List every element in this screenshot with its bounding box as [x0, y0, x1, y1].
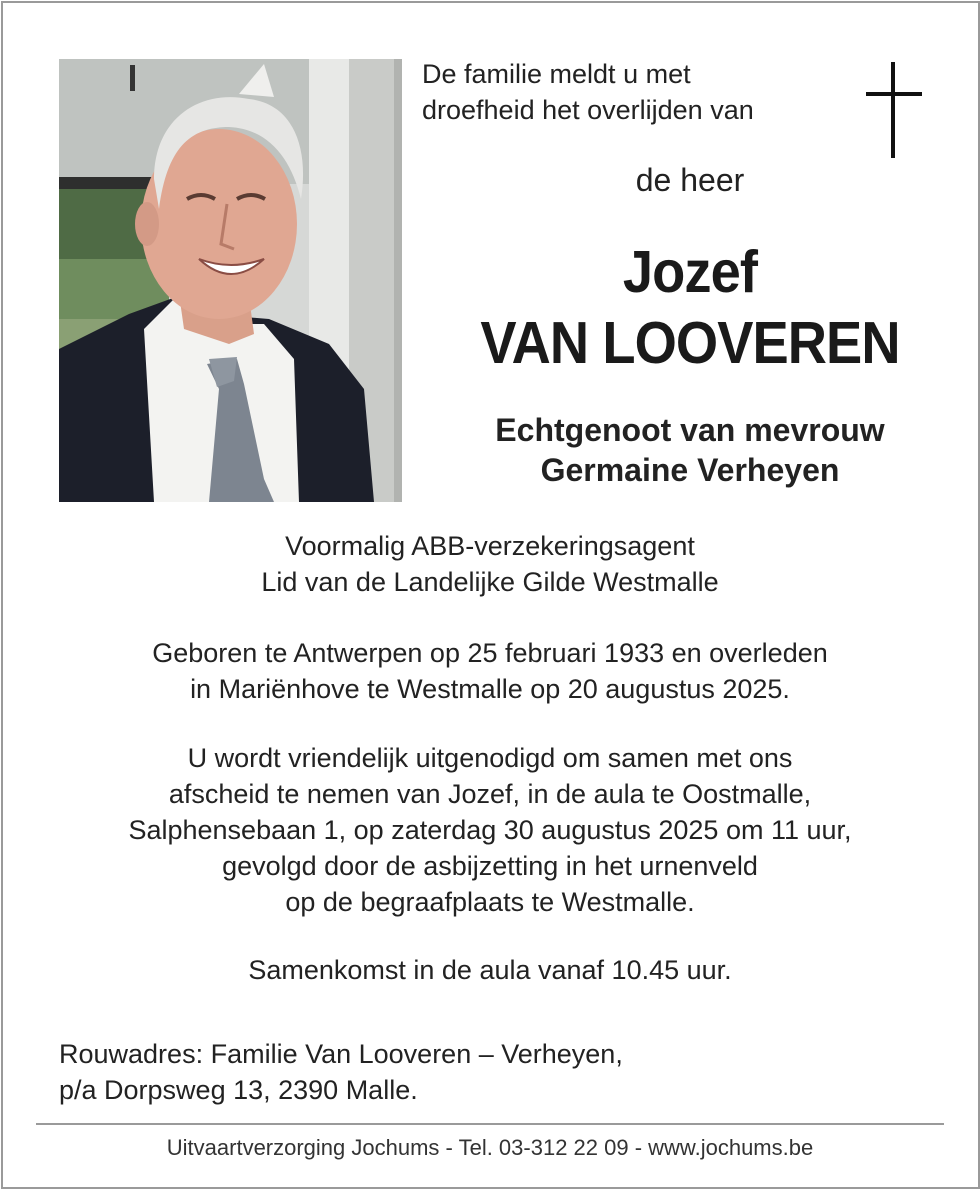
spouse-info: [440, 410, 940, 490]
spouse-line-1: Echtgenoot van mevrouw: [495, 412, 885, 448]
roles-line-1: Voormalig ABB-verzekeringsagent: [285, 531, 695, 561]
address-line-1: Rouwadres: Familie Van Looveren – Verheyen,: [59, 1039, 623, 1069]
ceremony-line-5: op de begraafplaats te Westmalle.: [285, 887, 695, 917]
ceremony-line-1: U wordt vriendelijk uitgenodigd om samen met ons: [187, 743, 793, 773]
ceremony-paragraph: [30, 740, 950, 920]
deceased-first-name: Jozef: [622, 239, 758, 305]
ceremony-line-2: afscheid te nemen van Jozef, in de aula te Oostmalle,: [168, 779, 812, 809]
mourning-address: [59, 1036, 623, 1108]
announcement-intro: [422, 56, 754, 128]
spouse-line-2: Germaine Verheyen: [540, 452, 840, 488]
ceremony-line-3: Salphensebaan 1, op zaterdag 30 augustus 2025 om 11 uur,: [128, 815, 852, 845]
address-line-2: p/a Dorpsweg 13, 2390 Malle.: [59, 1075, 418, 1105]
intro-line-1: De familie meldt u met: [422, 59, 691, 89]
footer-divider: [36, 1123, 944, 1125]
birth-death-line-2: in Mariënhove te Westmalle op 20 augustus 2025.: [190, 674, 790, 704]
intro-line-2: droefheid het overlijden van: [422, 95, 754, 125]
deceased-last-name: VAN LOOVEREN: [480, 310, 900, 376]
portrait-photo: [59, 59, 402, 502]
roles-paragraph: [30, 528, 950, 600]
gathering-info: Samenkomst in de aula vanaf 10.45 uur.: [248, 955, 732, 985]
honorific: de heer: [635, 162, 745, 198]
roles-line-2: Lid van de Landelijke Gilde Westmalle: [261, 567, 719, 597]
birth-death-line-1: Geboren te Antwerpen op 25 februari 1933 en overleden: [152, 638, 828, 668]
ceremony-line-4: gevolgd door de asbijzetting in het urnenveld: [222, 851, 758, 881]
birth-death-paragraph: [30, 635, 950, 707]
cross-icon: [866, 62, 922, 158]
funeral-director-footer: Uitvaartverzorging Jochums - Tel. 03-312 22 09 - www.jochums.be: [166, 1135, 814, 1160]
